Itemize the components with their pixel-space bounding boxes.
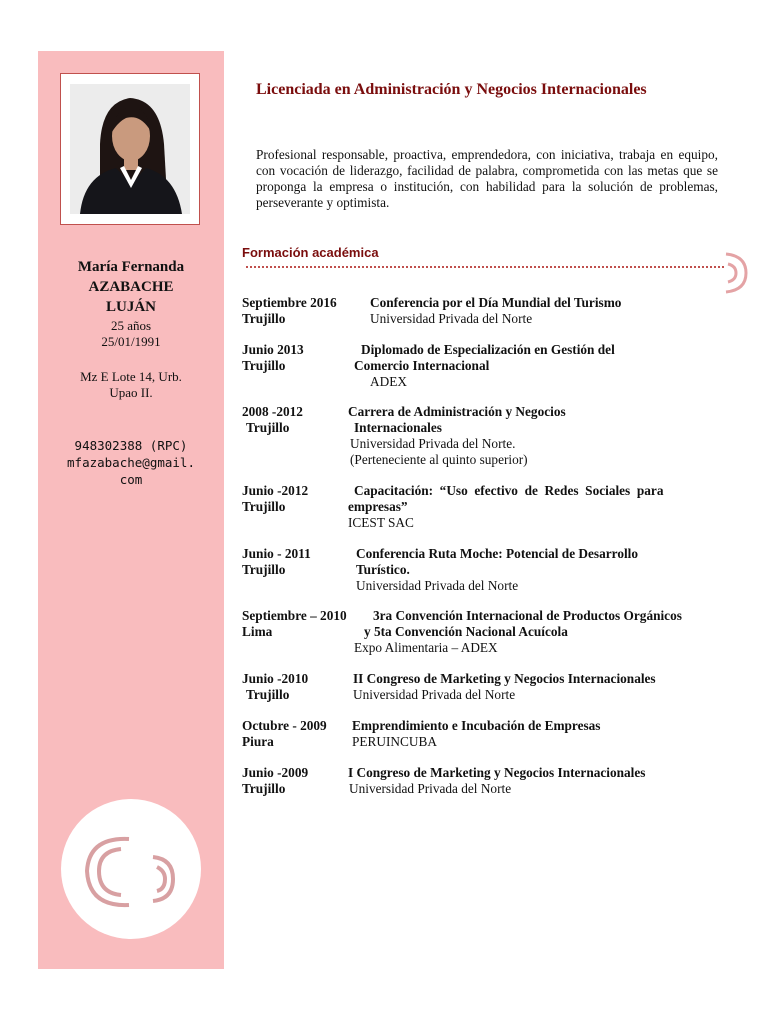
professional-title: Licenciada en Administración y Negocios Internacionales [256,81,647,98]
entry-place: Piura [242,734,274,749]
entry-date: Junio -2012 [242,483,309,498]
entry-place: Trujillo [246,687,290,702]
education-entry [242,342,738,390]
entry-title: Diplomado de Especialización en Gestión del [361,342,615,357]
education-entry [242,765,738,797]
entry-title: Carrera de Administración y Negocios [348,404,566,419]
profile-photo [70,84,190,214]
entry-title: Conferencia por el Día Mundial del Turismo [370,295,622,310]
email-line-2[interactable]: com [119,472,143,487]
section-title-education: Formación académica [242,245,379,260]
entry-title: Conferencia Ruta Moche: Potencial de Desarrollo [356,546,639,561]
entry-place: Trujillo [242,358,286,373]
entry-title2: empresas” [348,499,408,514]
entry-date: Junio -2009 [242,765,309,780]
phone: 948302388 (RPC) [74,438,188,453]
first-names: María Fernanda [77,259,185,275]
entry-place: Trujillo [242,499,286,514]
entry-date: 2008 -2012 [242,404,303,419]
age-birthdate [38,318,224,350]
entry-extra: (Perteneciente al quinto superior) [350,452,528,467]
entry-title2: Turístico. [356,562,410,577]
entry-title: Emprendimiento e Incubación de Empresas [352,718,601,733]
entry-date: Junio - 2011 [242,546,311,561]
entry-org: Universidad Privada del Norte [370,311,533,326]
cd-logo-icon [61,799,201,939]
entry-place: Lima [242,624,273,639]
section-deco-icon [722,250,750,296]
education-entry [242,718,738,750]
entry-date: Septiembre – 2010 [242,608,347,623]
entry-title: 3ra Convención Internacional de Productos Orgánicos [373,608,682,623]
entry-title2: y 5ta Convención Nacional Acuícola [364,624,568,639]
entry-org: Universidad Privada del Norte. [350,436,516,451]
education-entry [242,671,738,703]
entry-title: II Congreso de Marketing y Negocios Internacionales [353,671,656,686]
education-entry [242,608,738,656]
entry-date: Junio -2010 [242,671,309,686]
age: 25 años [110,318,152,333]
address-line-1: Mz E Lote 14, Urb. [80,369,182,384]
education-entry [242,404,738,468]
sidebar [38,51,224,969]
birthdate: 25/01/1991 [101,334,161,349]
address [38,369,224,401]
second-surname: LUJÁN [105,299,156,315]
entry-org: Expo Alimentaria – ADEX [354,640,498,655]
person-portrait-icon [70,84,190,214]
entry-title2: Comercio Internacional [354,358,490,373]
logo-circle [61,799,201,939]
profile-photo-frame [60,73,200,225]
entry-title: Capacitación: “Uso efectivo de Redes Sociales para [354,483,664,498]
person-name [38,257,224,317]
address-line-2: Upao II. [109,385,153,400]
education-entry [242,546,738,594]
entry-org: ADEX [370,374,407,389]
section-divider [246,266,724,268]
entry-title: I Congreso de Marketing y Negocios Internacionales [348,765,646,780]
entry-place: Trujillo [246,420,290,435]
entry-org: Universidad Privada del Norte [353,687,516,702]
entry-org: PERUINCUBA [352,734,437,749]
entry-place: Trujillo [242,562,286,577]
email-line-1[interactable]: mfazabache@gmail. [67,455,195,470]
entry-org: Universidad Privada del Norte [356,578,519,593]
entry-title2: Internacionales [354,420,442,435]
education-entry [242,483,738,531]
entry-org: ICEST SAC [348,515,414,530]
entry-date: Junio 2013 [242,342,304,357]
education-entry [242,295,738,327]
entry-org: Universidad Privada del Norte [349,781,512,796]
surname: AZABACHE [88,279,174,295]
contact [38,437,224,488]
entry-date: Septiembre 2016 [242,295,337,310]
entry-place: Trujillo [242,311,286,326]
entry-place: Trujillo [242,781,286,796]
entry-date: Octubre - 2009 [242,718,327,733]
profile-summary: Profesional responsable, proactiva, emprendedora, con iniciativa, trabaja en equipo, con vocación de liderazgo, facilidad de palabra, comprometida con las metas que se proponga la empresa o institución, con habilidad para la solución de problemas, perseverante y optimista. [256,147,718,210]
